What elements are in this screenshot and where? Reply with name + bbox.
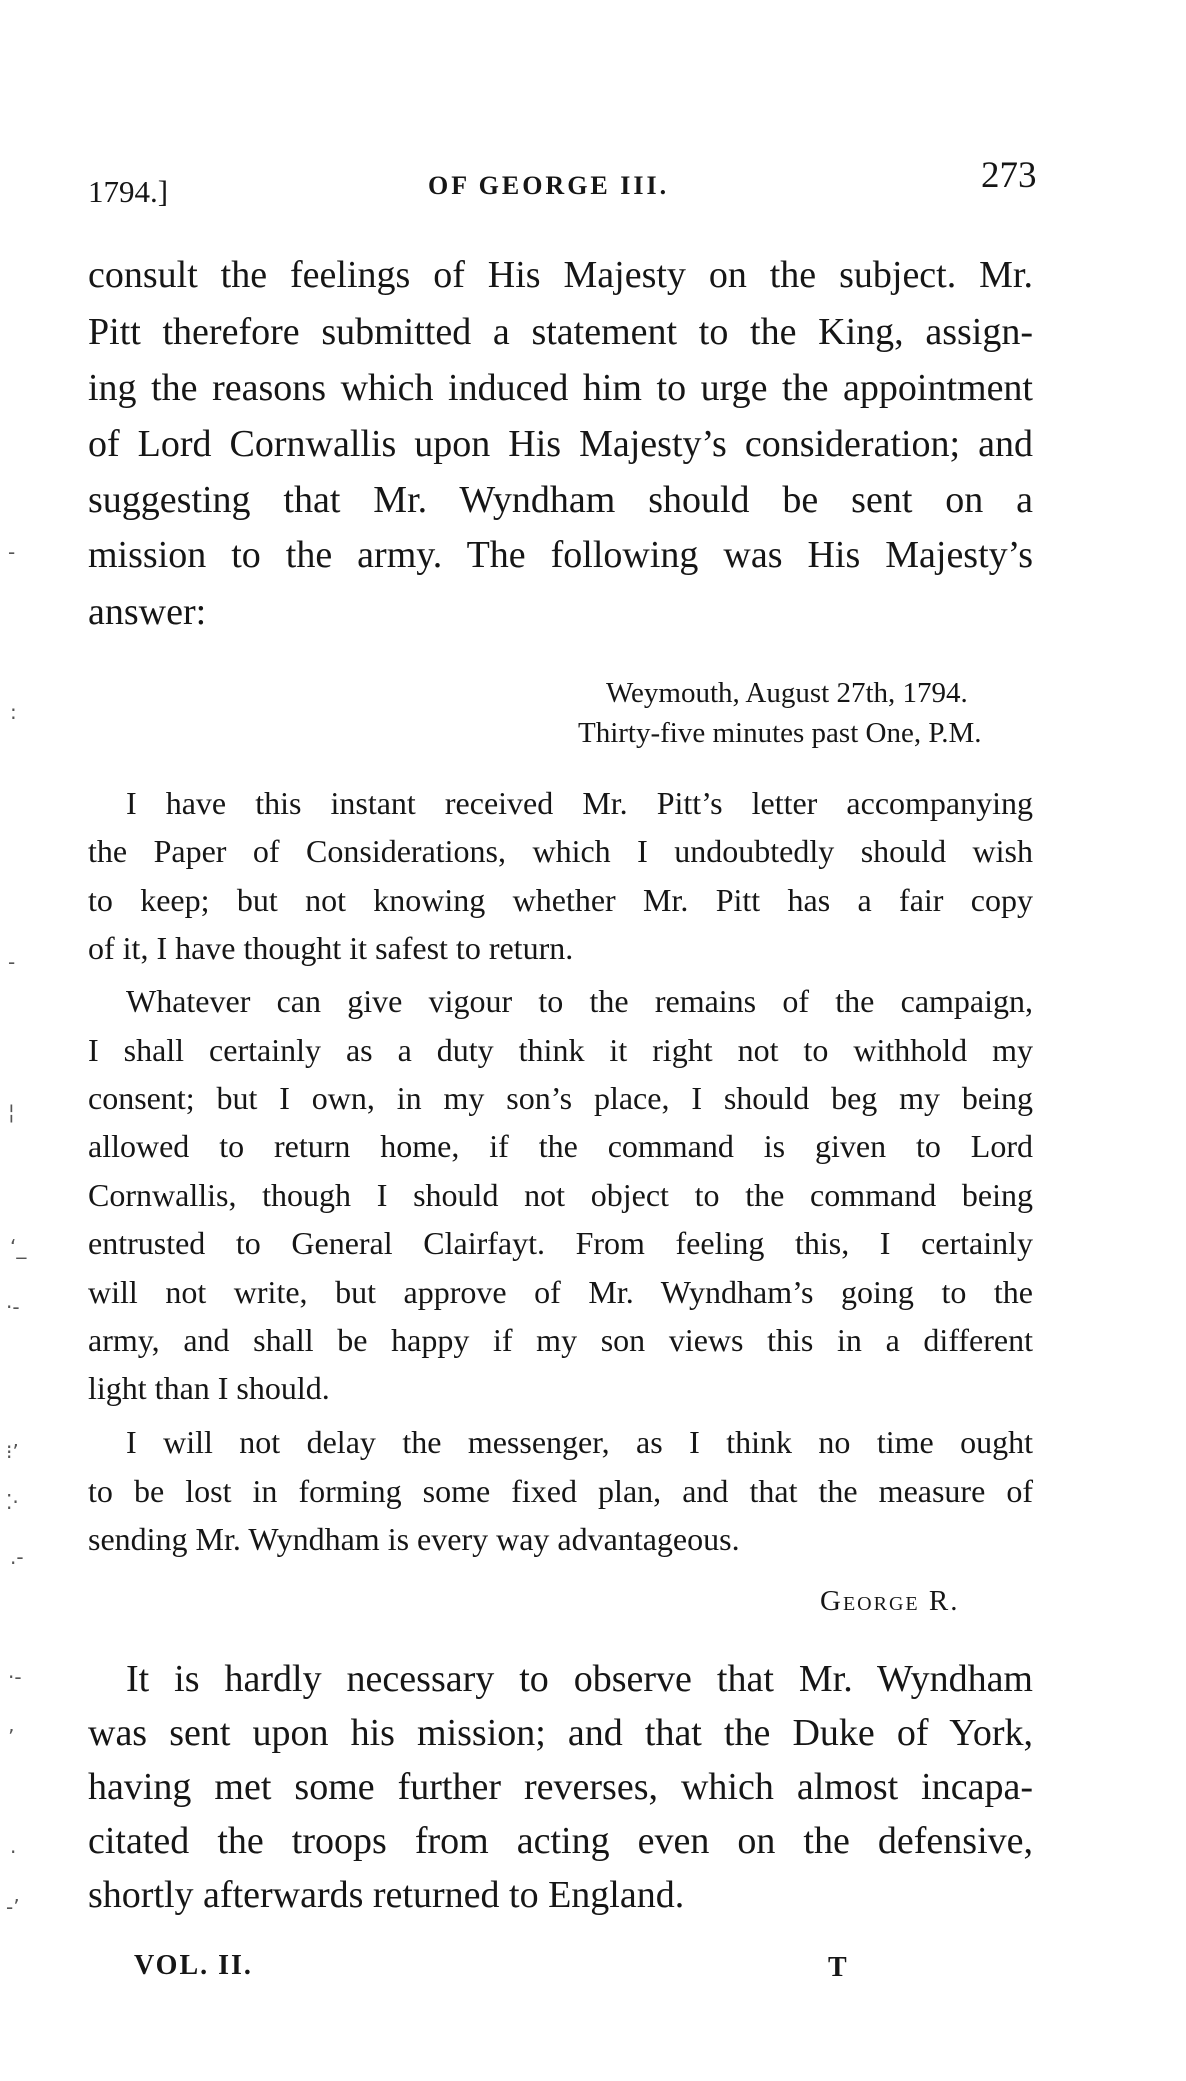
- text-line: of Lord Cornwallis upon His Majesty’s consideration; and: [88, 423, 1033, 465]
- scan-artifact: .-: [10, 1545, 24, 1569]
- text-line: Cornwallis, though I should not object to the command being: [88, 1177, 1033, 1213]
- text-line: mission to the army. The following was His Majesty’s: [88, 534, 1033, 576]
- scan-artifact: -: [8, 950, 16, 974]
- letter-dateline-time: Thirty-five minutes past One, P.M.: [578, 717, 982, 749]
- scan-artifact: ⁝’: [6, 1440, 19, 1464]
- signature-mark: T: [828, 1952, 847, 1983]
- text-line: of it, I have thought it safest to return.: [88, 930, 574, 966]
- running-title: OF GEORGE III.: [428, 171, 670, 200]
- text-line: light than I should.: [88, 1370, 330, 1406]
- text-line: It is hardly necessary to observe that Mr. Wyndham: [126, 1658, 1033, 1700]
- scan-artifact: :: [10, 700, 17, 724]
- text-line: answer:: [88, 591, 207, 633]
- scan-artifact: -: [8, 540, 16, 564]
- text-line: citated the troops from acting even on the defensive,: [88, 1820, 1033, 1862]
- text-line: Pitt therefore submitted a statement to the King, assign-: [88, 311, 1033, 353]
- text-line: having met some further reverses, which almost incapa-: [88, 1766, 1033, 1808]
- text-line: to keep; but not knowing whether Mr. Pitt has a fair copy: [88, 882, 1033, 918]
- text-line: sending Mr. Wyndham is every way advantageous.: [88, 1521, 740, 1557]
- text-line: I will not delay the messenger, as I think no time ought: [126, 1424, 1033, 1460]
- text-line: was sent upon his mission; and that the Duke of York,: [88, 1712, 1033, 1754]
- text-line: consult the feelings of His Majesty on the subject. Mr.: [88, 254, 1033, 296]
- scan-artifact: ¦: [8, 1100, 15, 1124]
- letter-dateline-place: Weymouth, August 27th, 1794.: [606, 677, 968, 709]
- scan-artifact: ‘_: [10, 1235, 27, 1259]
- text-line: shortly afterwards returned to England.: [88, 1874, 685, 1916]
- text-line: suggesting that Mr. Wyndham should be sent on a: [88, 479, 1033, 521]
- scan-artifact: -’: [6, 1895, 20, 1919]
- scan-artifact: ·-: [8, 1665, 22, 1689]
- text-line: Whatever can give vigour to the remains of the campaign,: [126, 983, 1033, 1019]
- letter-signature: George R.: [820, 1585, 960, 1617]
- text-line: consent; but I own, in my son’s place, I should beg my being: [88, 1080, 1033, 1116]
- volume-label: VOL. II.: [134, 1950, 253, 1981]
- header-year: 1794.]: [88, 174, 169, 209]
- text-line: ing the reasons which induced him to urge the appointment: [88, 367, 1033, 409]
- page-number: 273: [981, 155, 1037, 196]
- text-line: entrusted to General Clairfayt. From feeling this, I certainly: [88, 1225, 1033, 1261]
- text-line: will not write, but approve of Mr. Wyndham’s going to the: [88, 1274, 1033, 1310]
- text-line: to be lost in forming some fixed plan, and that the measure of: [88, 1473, 1033, 1509]
- text-line: I have this instant received Mr. Pitt’s letter accompanying: [126, 785, 1033, 821]
- scan-artifact: ⁚·: [6, 1490, 19, 1514]
- scan-artifact: ·: [10, 1840, 17, 1864]
- text-line: the Paper of Considerations, which I undoubtedly should wish: [88, 833, 1033, 869]
- text-line: I shall certainly as a duty think it right not to withhold my: [88, 1032, 1033, 1068]
- scan-artifact: ’: [8, 1725, 15, 1749]
- text-line: allowed to return home, if the command is given to Lord: [88, 1128, 1033, 1164]
- text-line: army, and shall be happy if my son views this in a different: [88, 1322, 1033, 1358]
- scan-artifact: ·-: [6, 1295, 20, 1319]
